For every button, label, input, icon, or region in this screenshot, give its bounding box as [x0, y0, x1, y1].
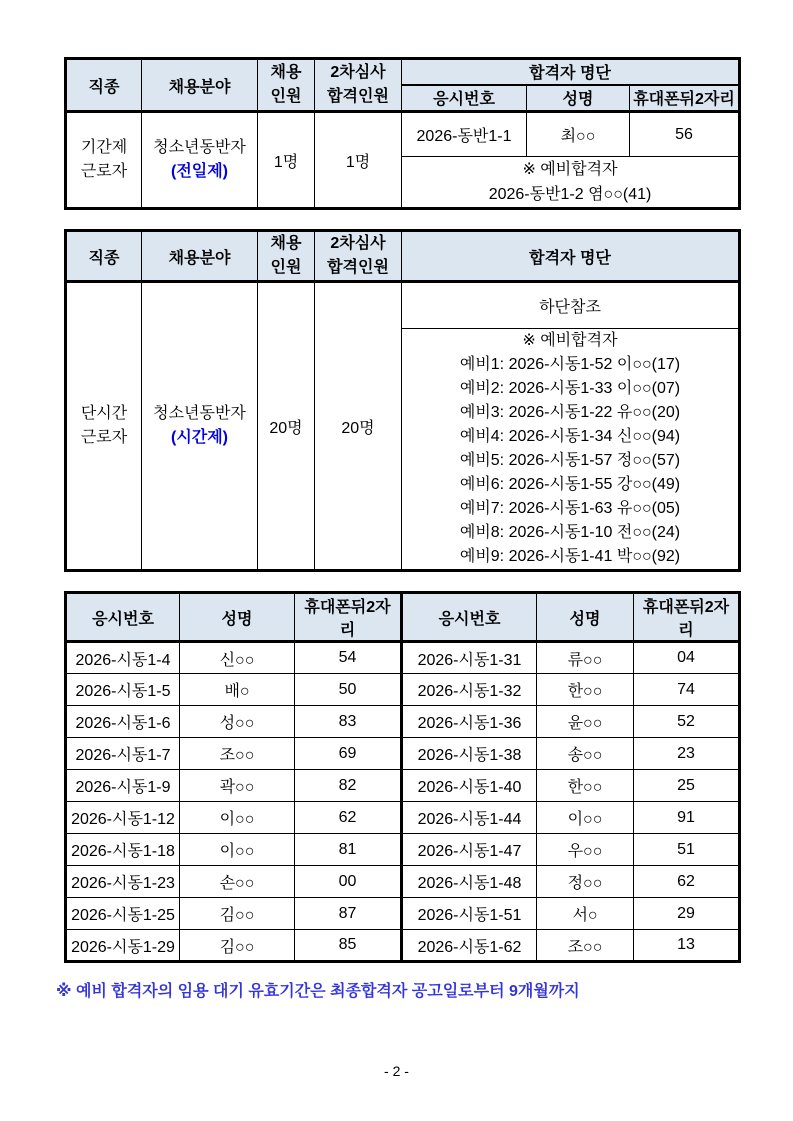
- cell-field: 청소년동반자 (시간제): [142, 282, 258, 571]
- pass-detail-table: [64, 591, 741, 963]
- cell-phone: 52: [634, 706, 740, 738]
- cell-name: 최○○: [527, 112, 630, 157]
- cell-phone: 56: [630, 112, 740, 157]
- reserve-list-item: 예비3: 2026-시동1-22 유○○(20): [459, 404, 681, 421]
- cell-name: 이○○: [180, 834, 295, 866]
- cell-job-type: 단시간 근로자: [66, 282, 142, 571]
- header-field: 채용분야: [142, 231, 258, 282]
- cell-job-type: 기간제 근로자: [66, 112, 142, 209]
- cell-name: 정○○: [537, 866, 634, 898]
- table-row: [66, 706, 740, 738]
- cell-app-no: 2026-시동1-18: [66, 834, 180, 866]
- cell-name: 이○○: [180, 802, 295, 834]
- cell-app-no: 2026-시동1-36: [402, 706, 537, 738]
- cell-app-no: 2026-시동1-40: [402, 770, 537, 802]
- cell-second-pass: 20명: [315, 282, 402, 571]
- cell-app-no: 2026-시동1-32: [402, 674, 537, 706]
- cell-name: 곽○○: [180, 770, 295, 802]
- reserve-value: 2026-동반1-2 염○○(41): [488, 186, 652, 203]
- table-header-row: [66, 231, 740, 282]
- reserve-list-item: 예비6: 2026-시동1-55 강○○(49): [459, 476, 681, 493]
- cell-name: 조○○: [180, 738, 295, 770]
- cell-name: 조○○: [537, 930, 634, 962]
- cell-name: 류○○: [537, 642, 634, 674]
- cell-phone: 85: [295, 930, 402, 962]
- table-row: [66, 770, 740, 802]
- cell-phone: 29: [634, 898, 740, 930]
- header-job-type: 직종: [66, 231, 142, 282]
- reserve-list-item: 예비9: 2026-시동1-41 박○○(92): [459, 548, 681, 565]
- header-second-pass: 2차심사 합격인원: [315, 231, 402, 282]
- cell-app-no: 2026-시동1-4: [66, 642, 180, 674]
- header-pass-list: 합격자 명단: [402, 59, 740, 85]
- cell-name: 송○○: [537, 738, 634, 770]
- cell-reserve-list: [402, 329, 740, 571]
- cell-phone: 87: [295, 898, 402, 930]
- header-app-no: 응시번호: [402, 85, 527, 112]
- cell-hire-count: 1명: [258, 112, 315, 209]
- header-name: 성명: [180, 593, 295, 642]
- table-row: [66, 930, 740, 962]
- reserve-validity-note: ※ 예비 합격자의 임용 대기 유효기간은 최종합격자 공고일로부터 9개월까지: [56, 983, 580, 1000]
- cell-phone: 81: [295, 834, 402, 866]
- cell-name: 성○○: [180, 706, 295, 738]
- header-field: 채용분야: [142, 59, 258, 112]
- page-content: [56, 57, 738, 1001]
- table-row: [66, 898, 740, 930]
- cell-phone: 83: [295, 706, 402, 738]
- header-phone: 휴대폰뒤2자리: [634, 593, 740, 642]
- reserve-list-item: 예비8: 2026-시동1-10 전○○(24): [459, 524, 681, 541]
- reserve-list-item: 예비5: 2026-시동1-57 정○○(57): [459, 452, 681, 469]
- cell-app-no: 2026-시동1-25: [66, 898, 180, 930]
- cell-name: 손○○: [180, 866, 295, 898]
- header-job-type: 직종: [66, 59, 142, 112]
- cell-reserve: [402, 157, 740, 209]
- table-row: [66, 834, 740, 866]
- table-row: [66, 738, 740, 770]
- cell-app-no: 2026-시동1-7: [66, 738, 180, 770]
- header-app-no: 응시번호: [402, 593, 537, 642]
- cell-phone: 51: [634, 834, 740, 866]
- cell-name: 우○○: [537, 834, 634, 866]
- cell-name: 한○○: [537, 770, 634, 802]
- cell-phone: 62: [634, 866, 740, 898]
- table-header-row: [66, 59, 740, 85]
- cell-app-no: 2026-시동1-62: [402, 930, 537, 962]
- table-header-row: [66, 593, 740, 642]
- cell-phone: 00: [295, 866, 402, 898]
- cell-app-no: 2026-시동1-5: [66, 674, 180, 706]
- cell-app-no: 2026-시동1-51: [402, 898, 537, 930]
- cell-name: 김○○: [180, 898, 295, 930]
- cell-name: 윤○○: [537, 706, 634, 738]
- cell-phone: 74: [634, 674, 740, 706]
- cell-name: 김○○: [180, 930, 295, 962]
- cell-app-no: 2026-시동1-29: [66, 930, 180, 962]
- cell-app-no: 2026-시동1-44: [402, 802, 537, 834]
- cell-phone: 62: [295, 802, 402, 834]
- cell-app-no: 2026-동반1-1: [402, 112, 527, 157]
- cell-app-no: 2026-시동1-48: [402, 866, 537, 898]
- header-phone: 휴대폰뒤2자리: [630, 85, 740, 112]
- table-row: [66, 642, 740, 674]
- cell-phone: 23: [634, 738, 740, 770]
- header-second-pass: 2차심사 합격인원: [315, 59, 402, 112]
- cell-name: 한○○: [537, 674, 634, 706]
- cell-phone: 13: [634, 930, 740, 962]
- cell-second-pass: 1명: [315, 112, 402, 209]
- cell-name: 신○○: [180, 642, 295, 674]
- header-name: 성명: [537, 593, 634, 642]
- cell-phone: 82: [295, 770, 402, 802]
- reserve-list-item: 예비7: 2026-시동1-63 유○○(05): [459, 500, 681, 517]
- cell-app-no: 2026-시동1-6: [66, 706, 180, 738]
- cell-phone: 54: [295, 642, 402, 674]
- cell-app-no: 2026-시동1-12: [66, 802, 180, 834]
- table-row: [66, 112, 740, 157]
- page-number: - 2 -: [384, 1063, 409, 1079]
- header-phone: 휴대폰뒤2자리: [295, 593, 402, 642]
- cell-name: 이○○: [537, 802, 634, 834]
- table-row: [66, 866, 740, 898]
- reserve-list-item: 예비2: 2026-시동1-33 이○○(07): [459, 380, 681, 397]
- header-hire-count: 채용 인원: [258, 231, 315, 282]
- cell-name: 서○: [537, 898, 634, 930]
- cell-app-no: 2026-시동1-9: [66, 770, 180, 802]
- cell-pass-value: 하단참조: [402, 282, 740, 329]
- reserve-list-item: 예비4: 2026-시동1-34 신○○(94): [459, 428, 681, 445]
- cell-app-no: 2026-시동1-38: [402, 738, 537, 770]
- reserve-title: ※ 예비합격자: [522, 332, 618, 349]
- table-row: [66, 282, 740, 329]
- cell-field: 청소년동반자 (전일제): [142, 112, 258, 209]
- table-row: [66, 802, 740, 834]
- reserve-title: ※ 예비합격자: [522, 161, 618, 178]
- pass-detail-body: [66, 642, 740, 962]
- header-name: 성명: [527, 85, 630, 112]
- cell-phone: 25: [634, 770, 740, 802]
- table-row: [66, 674, 740, 706]
- cell-hire-count: 20명: [258, 282, 315, 571]
- header-pass-list: 합격자 명단: [402, 231, 740, 282]
- parttime-result-table: [64, 229, 741, 572]
- cell-phone: 91: [634, 802, 740, 834]
- cell-app-no: 2026-시동1-31: [402, 642, 537, 674]
- cell-phone: 69: [295, 738, 402, 770]
- reserve-list: [404, 353, 736, 569]
- cell-app-no: 2026-시동1-23: [66, 866, 180, 898]
- cell-phone: 50: [295, 674, 402, 706]
- fulltime-result-table: [64, 57, 741, 210]
- header-app-no: 응시번호: [66, 593, 180, 642]
- cell-name: 배○: [180, 674, 295, 706]
- reserve-list-item: 예비1: 2026-시동1-52 이○○(17): [459, 356, 681, 373]
- header-hire-count: 채용 인원: [258, 59, 315, 112]
- cell-app-no: 2026-시동1-47: [402, 834, 537, 866]
- field-subtype-label: (시간제): [170, 429, 229, 446]
- cell-phone: 04: [634, 642, 740, 674]
- field-subtype-label: (전일제): [170, 163, 229, 180]
